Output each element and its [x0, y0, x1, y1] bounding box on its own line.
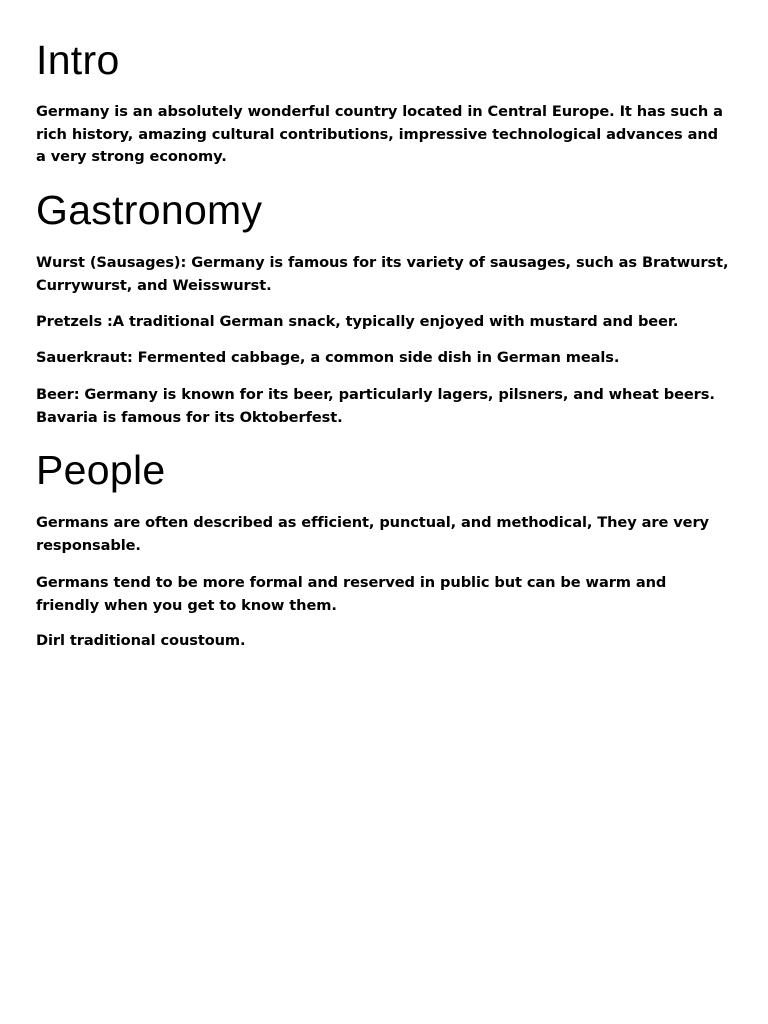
- gastronomy-paragraph-sauerkraut: Sauerkraut: Fermented cabbage, a common side dish in German meals.: [36, 349, 620, 366]
- people-paragraph-costume: Dirl traditional coustoum.: [36, 632, 246, 649]
- intro-paragraph: Germany is an absolutely wonderful country located in Central Europe. It has such a rich history, amazing cultural contributions, impressive technological advances and a very strong economy.: [36, 103, 723, 165]
- gastronomy-paragraph-beer: Beer: Germany is known for its beer, particularly lagers, pilsners, and wheat beers. Bavaria is famous for its Oktoberfest.: [36, 386, 715, 426]
- people-paragraph-traits: Germans are often described as efficient, punctual, and methodical, They are very responsable.: [36, 514, 709, 554]
- gastronomy-paragraph-wurst: Wurst (Sausages): Germany is famous for its variety of sausages, such as Bratwurst, Currywurst, and Weisswurst.: [36, 254, 729, 294]
- gastronomy-paragraph-pretzels: Pretzels :A traditional German snack, typically enjoyed with mustard and beer.: [36, 313, 679, 330]
- section-heading-intro: Intro: [36, 37, 120, 83]
- section-heading-gastronomy: Gastronomy: [36, 187, 263, 233]
- section-heading-people: People: [36, 447, 166, 493]
- people-paragraph-manners: Germans tend to be more formal and reserved in public but can be warm and friendly when you get to know them.: [36, 574, 667, 614]
